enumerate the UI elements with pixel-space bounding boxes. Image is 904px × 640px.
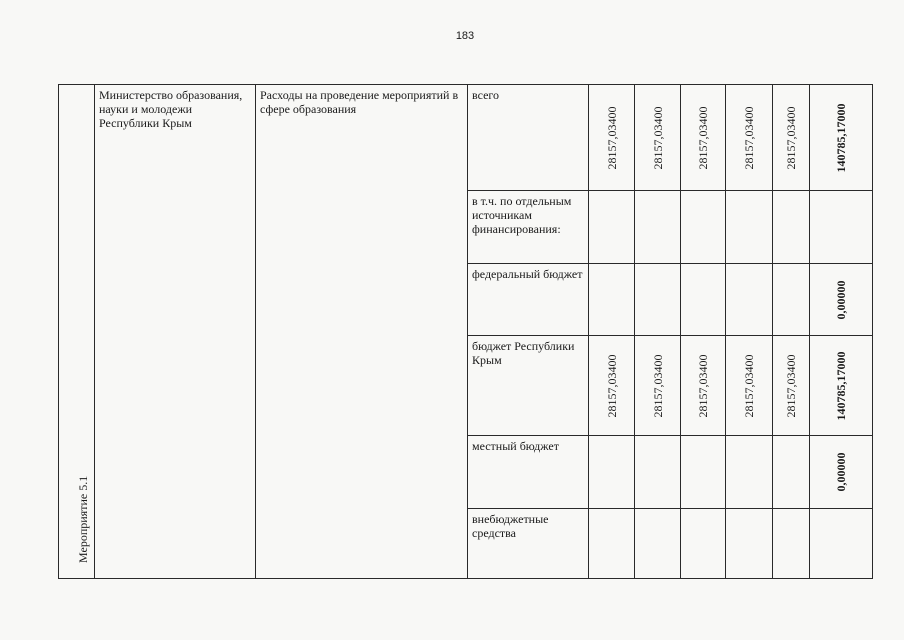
value-cell [635,336,681,436]
value-cell [726,85,773,191]
value-text: 28157,03400 [604,354,619,417]
total-text: 140785,17000 [834,103,848,172]
total-cell [810,336,873,436]
value-cell [773,264,810,336]
total-cell [810,436,873,509]
value-cell [773,436,810,509]
table-row [59,85,873,191]
executor-cell: Министерство образования, науки и молодежи Республики Крым [95,85,256,579]
value-cell [681,264,726,336]
source-cell: местный бюджет [468,436,589,509]
value-cell [726,436,773,509]
value-text: 28157,03400 [696,106,710,169]
total-cell [810,264,873,336]
value-cell [681,191,726,264]
value-cell [589,509,635,579]
value-text: 28157,03400 [742,354,756,417]
total-text: 140785,17000 [834,351,848,420]
source-cell: внебюджетные средства [468,509,589,579]
value-cell [773,85,810,191]
value-cell [681,509,726,579]
value-cell [635,191,681,264]
total-cell [810,191,873,264]
measure-label-cell [59,85,95,579]
source-cell: федеральный бюджет [468,264,589,336]
value-cell [635,85,681,191]
value-text: 28157,03400 [650,106,665,169]
value-cell [589,436,635,509]
value-text: 28157,03400 [604,106,619,169]
value-text: 28157,03400 [696,354,710,417]
purpose-cell: Расходы на проведение мероприятий в сфере образования [256,85,468,579]
value-cell [681,436,726,509]
value-cell [773,336,810,436]
value-cell [726,191,773,264]
value-cell [773,191,810,264]
value-text: 28157,03400 [784,354,798,417]
value-text: 28157,03400 [784,106,798,169]
total-cell [810,85,873,191]
value-cell [589,264,635,336]
value-cell [635,436,681,509]
financing-table [58,84,873,579]
value-cell [635,509,681,579]
value-cell [589,191,635,264]
measure-label: Мероприятие 5.1 [75,475,90,563]
value-cell [589,336,635,436]
value-cell [635,264,681,336]
total-text: 0,00000 [834,280,848,319]
source-cell: в т.ч. по отдельным источникам финансирования: [468,191,589,264]
value-cell [589,85,635,191]
value-cell [681,85,726,191]
source-cell: всего [468,85,589,191]
value-cell [726,336,773,436]
source-cell: бюджет Республики Крым [468,336,589,436]
value-cell [681,336,726,436]
page-number: 183 [455,30,475,42]
value-cell [726,509,773,579]
total-cell [810,509,873,579]
value-text: 28157,03400 [650,354,665,417]
value-text: 28157,03400 [742,106,756,169]
total-text: 0,00000 [834,452,848,492]
value-cell [726,264,773,336]
value-cell [773,509,810,579]
